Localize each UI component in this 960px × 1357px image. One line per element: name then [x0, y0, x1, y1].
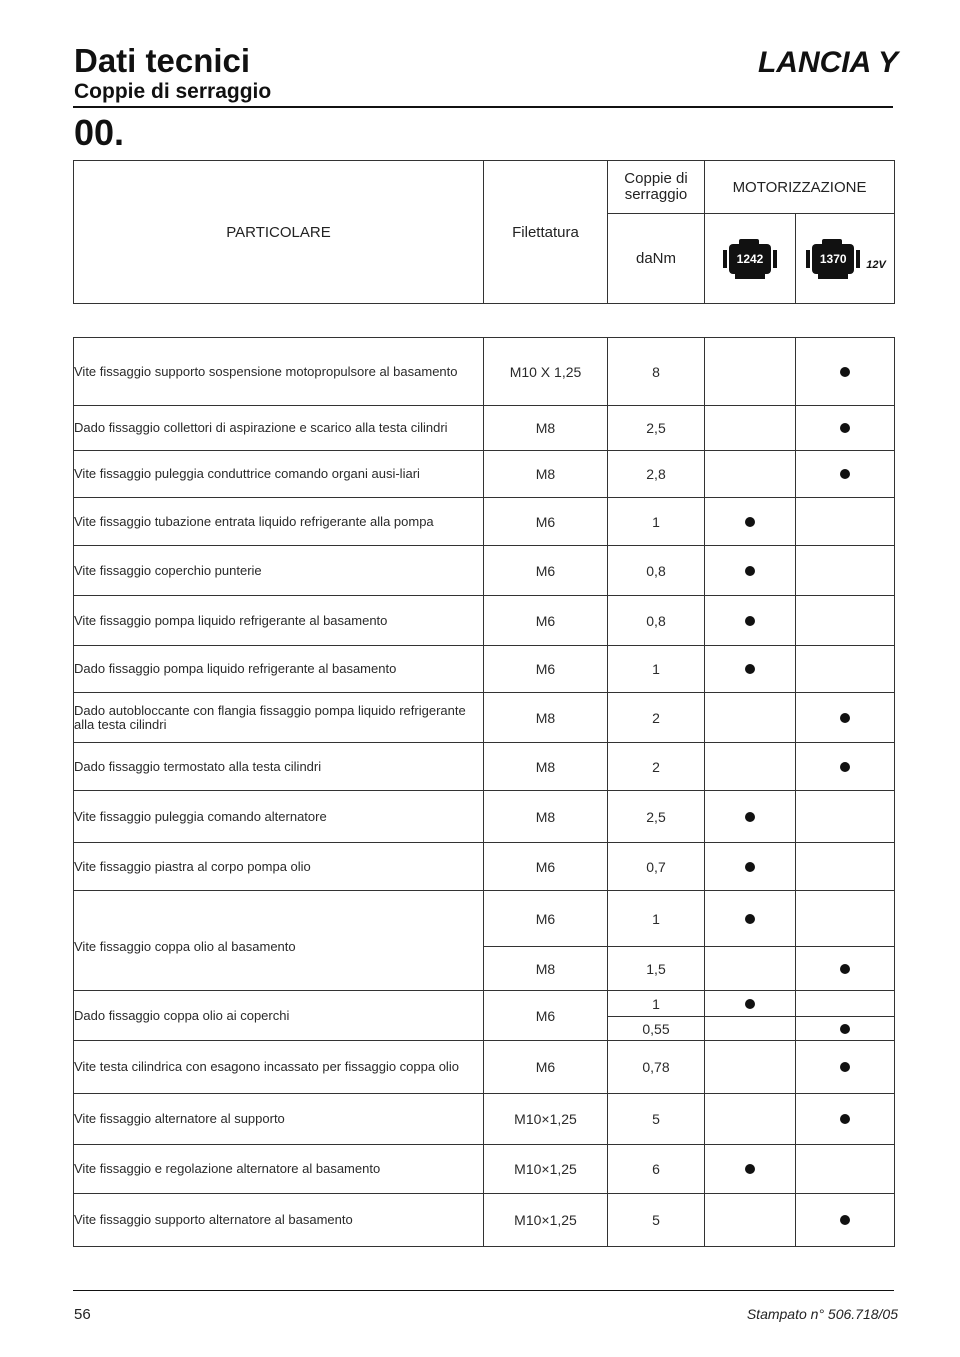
- applicability-dot: [840, 1062, 850, 1072]
- row-e1242: [705, 406, 796, 451]
- coperchi-e1370-b: [796, 1017, 895, 1041]
- coppa-thread-a: M6: [484, 891, 608, 947]
- table-row: [74, 1041, 895, 1094]
- row-thread: M8: [484, 791, 608, 843]
- applicability-dot: [745, 862, 755, 872]
- coppa-e1242-a: [705, 891, 796, 947]
- col-unit: daNm: [608, 214, 705, 304]
- engine-1370-suffix: 12V: [866, 258, 886, 271]
- row-torque: 5: [608, 1094, 705, 1145]
- table-row: [74, 1194, 895, 1247]
- header-rule: [73, 106, 893, 108]
- coperchi-e1242-a: [705, 991, 796, 1017]
- row-torque: 2,8: [608, 451, 705, 498]
- coppa-torque-a: 1: [608, 891, 705, 947]
- row-thread: M8: [484, 406, 608, 451]
- row-torque: 1: [608, 646, 705, 693]
- row-e1242: [705, 646, 796, 693]
- row-desc: Vite fissaggio e regolazione alternatore al basamento: [74, 1145, 484, 1194]
- row-e1370: [796, 1041, 895, 1094]
- coppa-e1370-b: [796, 947, 895, 991]
- torque-table: [73, 337, 895, 1247]
- row-e1242: [705, 1041, 796, 1094]
- row-e1242: [705, 451, 796, 498]
- applicability-dot: [840, 367, 850, 377]
- page-subtitle: Coppie di serraggio: [74, 80, 272, 103]
- row-e1242: [705, 791, 796, 843]
- applicability-dot: [745, 566, 755, 576]
- coppa-e1370-a: [796, 891, 895, 947]
- row-desc: Vite testa cilindrica con esagono incassato per fissaggio coppa olio: [74, 1041, 484, 1094]
- table-row: [74, 693, 895, 743]
- coperchi-dot-1242-a: [745, 999, 755, 1009]
- print-reference: Stampato n° 506.718/05: [746, 1306, 898, 1322]
- row-e1370: [796, 451, 895, 498]
- applicability-dot: [840, 469, 850, 479]
- row-e1370: [796, 596, 895, 646]
- applicability-dot: [840, 1114, 850, 1124]
- row-torque: 0,78: [608, 1041, 705, 1094]
- applicability-dot: [745, 812, 755, 822]
- table-row: [74, 498, 895, 546]
- row-e1242: [705, 1094, 796, 1145]
- coperchi-e1242-b: [705, 1017, 796, 1041]
- coperchi-torque-a: 1: [608, 991, 705, 1017]
- row-desc: Dado fissaggio pompa liquido refrigerante al basamento: [74, 646, 484, 693]
- row-desc: Vite fissaggio puleggia comando alternatore: [74, 791, 484, 843]
- table-row: [74, 743, 895, 791]
- table-row: [74, 546, 895, 596]
- engine-1370-icon: 1370: [804, 244, 862, 274]
- footer-rule: [73, 1290, 894, 1291]
- applicability-dot: [840, 713, 850, 723]
- applicability-dot: [745, 664, 755, 674]
- coperchi-e1370-a: [796, 991, 895, 1017]
- section-number: 00.: [74, 112, 125, 153]
- row-e1370: [796, 646, 895, 693]
- row-e1242: [705, 338, 796, 406]
- row-torque: 2,5: [608, 406, 705, 451]
- col-filettatura: Filettatura: [484, 161, 608, 304]
- engine-1242-header: [705, 214, 796, 304]
- applicability-dot: [840, 423, 850, 433]
- applicability-dot: [745, 517, 755, 527]
- coppa-thread-b: M8: [484, 947, 608, 991]
- row-torque: 2: [608, 693, 705, 743]
- row-e1242: [705, 546, 796, 596]
- table-row: [74, 646, 895, 693]
- row-desc: Dado autobloccante con flangia fissaggio pompa liquido refrigerante alla testa cilindri: [74, 693, 484, 743]
- row-e1370: [796, 406, 895, 451]
- row-e1370: [796, 1194, 895, 1247]
- coppa-e1242-b: [705, 947, 796, 991]
- applicability-dot: [840, 762, 850, 772]
- row-torque: 0,8: [608, 546, 705, 596]
- row-e1242: [705, 498, 796, 546]
- table-row: [74, 1094, 895, 1145]
- row-desc: Vite fissaggio coperchio punterie: [74, 546, 484, 596]
- row-torque: 0,8: [608, 596, 705, 646]
- row-desc: Vite fissaggio alternatore al supporto: [74, 1094, 484, 1145]
- row-e1370: [796, 1094, 895, 1145]
- row-desc: Vite fissaggio piastra al corpo pompa olio: [74, 843, 484, 891]
- coppa-dot-1242-a: [745, 914, 755, 924]
- col-coppie: Coppie di serraggio: [608, 161, 705, 214]
- row-desc: Vite fissaggio supporto sospensione motopropulsore al basamento: [74, 338, 484, 406]
- row-thread: M10×1,25: [484, 1094, 608, 1145]
- table-row: [74, 338, 895, 406]
- row-thread: M6: [484, 498, 608, 546]
- row-desc: Dado fissaggio collettori di aspirazione e scarico alla testa cilindri: [74, 406, 484, 451]
- row-thread: M8: [484, 451, 608, 498]
- coperchi-dot-1370-b: [840, 1024, 850, 1034]
- row-e1242: [705, 743, 796, 791]
- brand-label: LANCIA Y: [757, 46, 898, 79]
- row-desc: Vite fissaggio pompa liquido refrigerante al basamento: [74, 596, 484, 646]
- row-e1370: [796, 791, 895, 843]
- applicability-dot: [745, 1164, 755, 1174]
- row-e1370: [796, 498, 895, 546]
- coperchi-desc: Dado fissaggio coppa olio ai coperchi: [74, 991, 484, 1041]
- row-thread: M6: [484, 546, 608, 596]
- engine-1370-header: [796, 214, 895, 304]
- table-row: [74, 451, 895, 498]
- row-e1242: [705, 1194, 796, 1247]
- table-row: [74, 1145, 895, 1194]
- row-thread: M10×1,25: [484, 1145, 608, 1194]
- col-particolare: PARTICOLARE: [74, 161, 484, 304]
- row-thread: M6: [484, 843, 608, 891]
- row-desc: Vite fissaggio puleggia conduttrice comando organi ausi-liari: [74, 451, 484, 498]
- row-e1242: [705, 693, 796, 743]
- table-row: [74, 596, 895, 646]
- row-e1370: [796, 743, 895, 791]
- row-thread: M6: [484, 596, 608, 646]
- row-torque: 6: [608, 1145, 705, 1194]
- col-motorizzazione: MOTORIZZAZIONE: [705, 161, 895, 214]
- row-e1370: [796, 843, 895, 891]
- coppa-torque-b: 1,5: [608, 947, 705, 991]
- coppa-dot-1370-b: [840, 964, 850, 974]
- applicability-dot: [745, 616, 755, 626]
- row-e1370: [796, 693, 895, 743]
- row-desc: Dado fissaggio termostato alla testa cilindri: [74, 743, 484, 791]
- row-thread: M10 X 1,25: [484, 338, 608, 406]
- table-row: [74, 406, 895, 451]
- table-header: [73, 160, 895, 304]
- engine-1242-icon: 1242: [721, 244, 779, 274]
- page-title: Dati tecnici: [74, 42, 251, 79]
- row-thread: M8: [484, 693, 608, 743]
- row-torque: 8: [608, 338, 705, 406]
- row-torque: 0,7: [608, 843, 705, 891]
- row-e1370: [796, 338, 895, 406]
- row-torque: 2: [608, 743, 705, 791]
- table-row: [74, 791, 895, 843]
- row-desc: Vite fissaggio tubazione entrata liquido refrigerante alla pompa: [74, 498, 484, 546]
- row-e1242: [705, 596, 796, 646]
- row-thread: M6: [484, 1041, 608, 1094]
- row-e1242: [705, 843, 796, 891]
- row-thread: M10×1,25: [484, 1194, 608, 1247]
- row-e1370: [796, 1145, 895, 1194]
- applicability-dot: [840, 1215, 850, 1225]
- coperchi-thread: M6: [484, 991, 608, 1041]
- row-e1242: [705, 1145, 796, 1194]
- row-desc: Vite fissaggio supporto alternatore al basamento: [74, 1194, 484, 1247]
- page-number: 56: [74, 1306, 91, 1323]
- row-torque: 1: [608, 498, 705, 546]
- coperchi-torque-b: 0,55: [608, 1017, 705, 1041]
- table-row: [74, 843, 895, 891]
- row-thread: M6: [484, 646, 608, 693]
- row-thread: M8: [484, 743, 608, 791]
- row-torque: 5: [608, 1194, 705, 1247]
- coppa-desc: Vite fissaggio coppa olio al basamento: [74, 891, 484, 991]
- row-torque: 2,5: [608, 791, 705, 843]
- row-e1370: [796, 546, 895, 596]
